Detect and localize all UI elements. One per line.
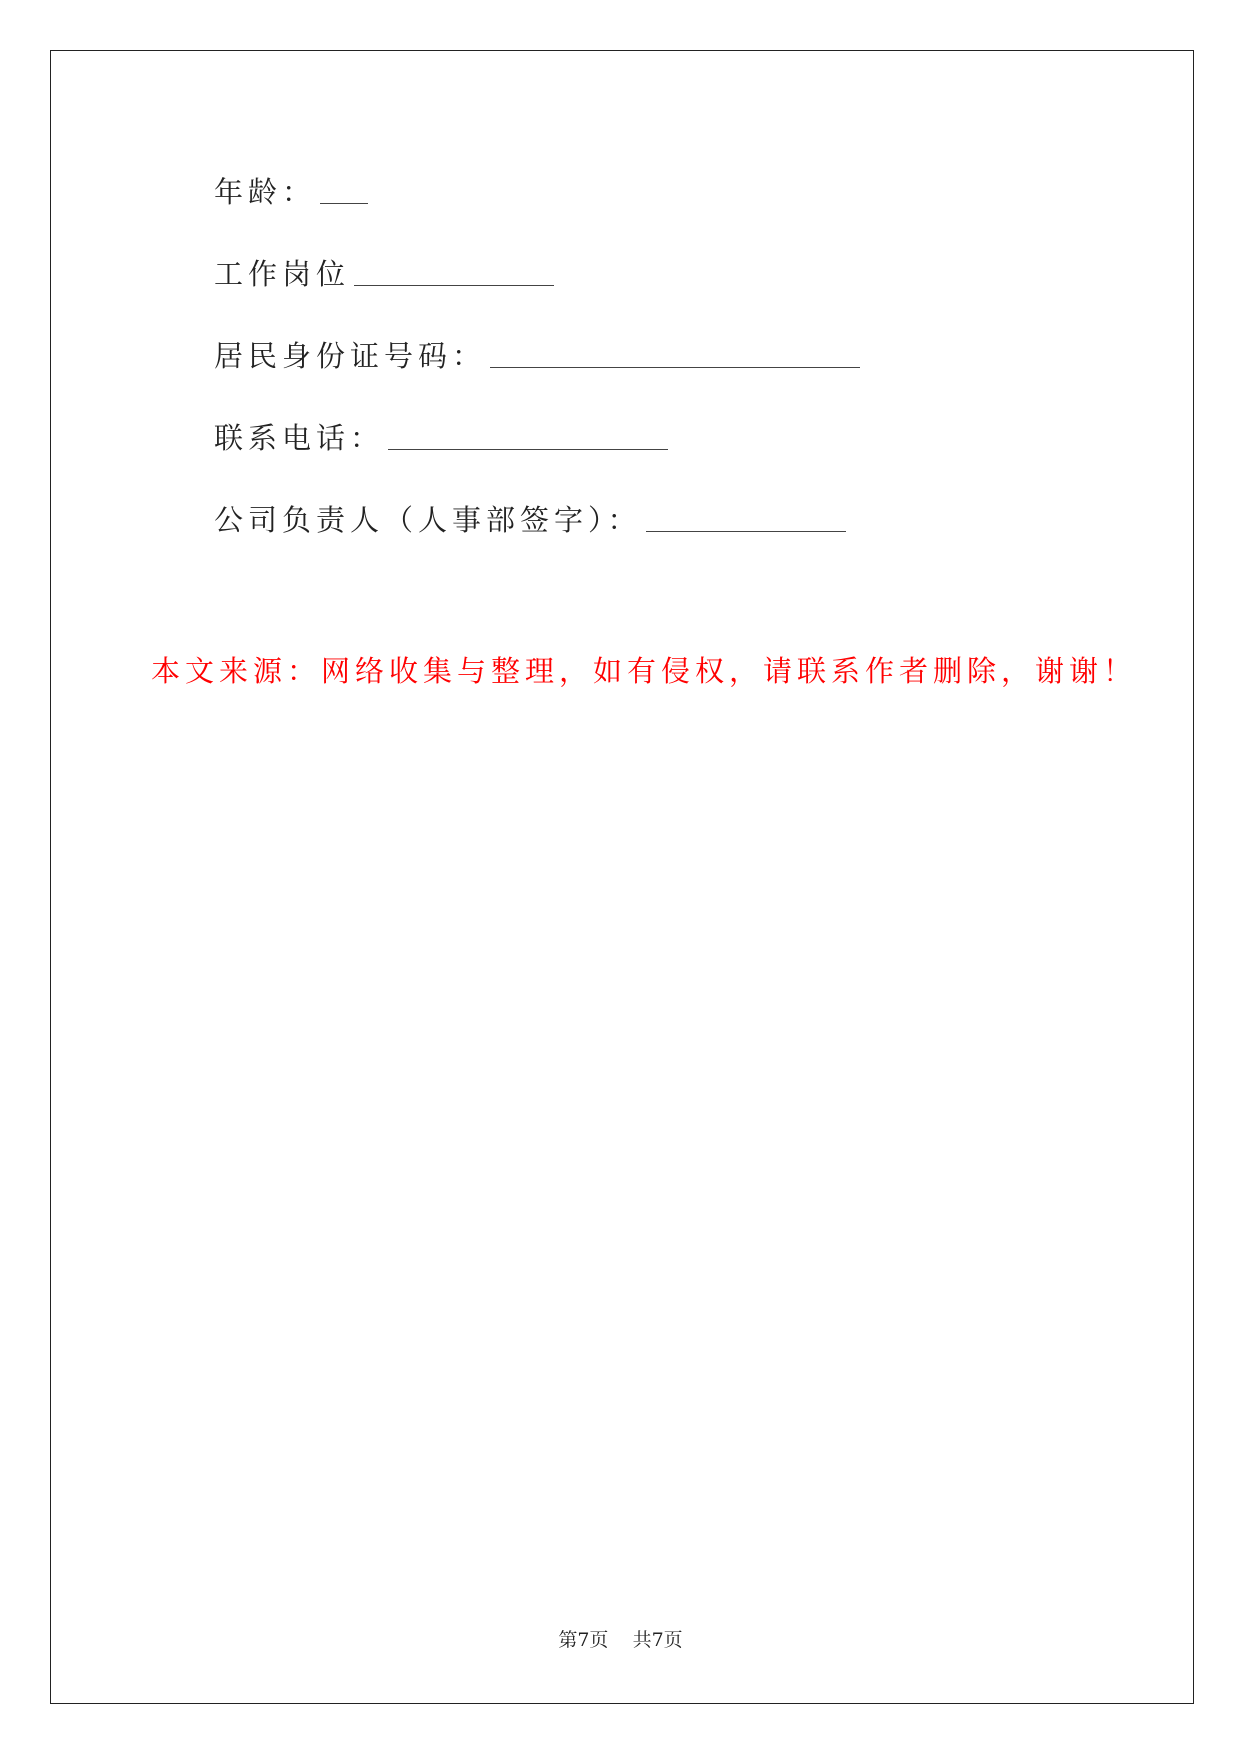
signature-field [214,503,846,537]
signature-blank[interactable] [646,530,846,532]
position-label: 工作岗位 [214,257,351,291]
id-number-blank[interactable] [490,366,860,368]
position-field [214,257,554,291]
phone-blank[interactable] [388,448,668,450]
id-number-label: 居民身份证号码： [214,339,487,373]
age-label: 年龄： [214,175,317,209]
page-number: 第7页 共7页 [558,1629,683,1651]
page-border [50,50,1194,1704]
signature-label: 公司负责人（人事部签字）： [214,503,642,537]
position-blank[interactable] [354,284,554,286]
source-notice: 本文来源：网络收集与整理，如有侵权，请联系作者删除，谢谢！ [151,654,1138,688]
age-field [214,175,368,209]
phone-label: 联系电话： [214,421,385,455]
id-number-field [214,339,860,373]
age-blank[interactable] [320,202,368,204]
phone-field [214,421,668,455]
